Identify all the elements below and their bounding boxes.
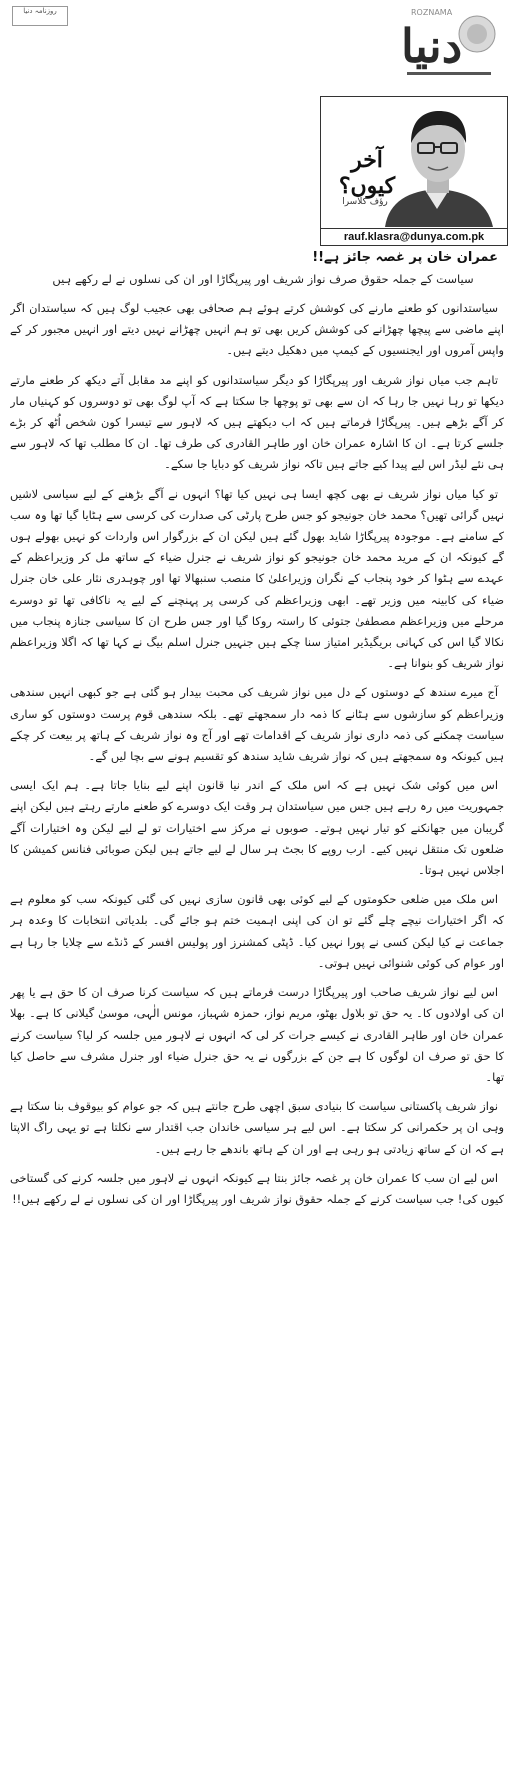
body-paragraph: نواز شریف پاکستانی سیاست کا بنیادی سبق اچھی طرح جانتے ہیں کہ جو عوام کو بیوقوف بنا سکتا ہے وہی ان پر حکمرانی کر سکتا ہے۔ اس لیے ہر سیاسی خاندان جب اقتدار سے نکلتا ہے تو یہی راگ الاپتا ہے کہ ان کے ساتھ زیادتی ہو رہی ہے اور ان کے ہاتھ باندھے جا رہے ہیں۔ <box>10 1099 504 1156</box>
article-subhead: سیاست کے جملہ حقوق صرف نواز شریف اور پیرپگاڑا اور ان کی نسلوں نے لے رکھے ہیں <box>52 272 474 286</box>
body-paragraph: اس لیے ان سب کا عمران خان پر غصہ جائز بنتا ہے کیونکہ انہوں نے لاہور میں جلسہ کرنے کی گستاخی کیوں کی! جب سیاست کرنے کے جملہ حقوق نواز شریف اور پیرپگاڑا اور ان کی نسلوں نے لے رکھے ہیں!! <box>10 1170 504 1206</box>
author-name: رؤف کلاسرا <box>342 197 388 207</box>
masthead <box>0 0 512 86</box>
author-email: rauf.klasra@dunya.com.pk <box>321 228 507 245</box>
body-paragraph: سیاستدانوں کو طعنے مارنے کی کوشش کرتے ہوئے ہم صحافی بھی عجیب لوگ ہیں کہ سیاستدان اگر اپنے ماضی سے پیچھا چھڑانے کی کوشش کریں بھی تو ہم انہیں چھڑانے نہیں دیتے اور انہیں مجبور کر کے واپس آمروں اور ایجنسیوں کے کیمپ میں دھکیل دیتے ہیں۔ <box>10 301 504 358</box>
logo-tag: ROZNAMA <box>411 8 453 17</box>
article-headline: عمران خان پر غصہ جائز ہے!! <box>312 250 498 265</box>
body-paragraph: اس لیے نواز شریف صاحب اور پیرپگاڑا درست فرماتے ہیں کہ سیاست کرنا صرف ان کا حق ہے یا پھر ان کی اولادوں کا۔ یہ حق تو بلاول بھٹو، مریم نواز، حمزہ شہباز، مونس الٰہی، موسیٰ گیلانی کا ہے۔ بھلا عمران خان اور طاہر القادری نے کیسے جرات کر لی کہ انہوں نے لاہور میں جلسہ کر لیا؟ سیاست کرنے کا حق تو صرف ان لوگوں کا ہے جن کے بزرگوں نے یہ حق جنرل ضیاء اور جنرل مشرف سے حاصل کیا تھا۔ <box>10 985 504 1084</box>
column-header-box <box>320 96 508 246</box>
logo-word: دنیا <box>401 19 463 73</box>
body-paragraph: تو کیا میاں نواز شریف نے بھی کچھ ایسا ہی نہیں کیا تھا؟ انہوں نے آگے بڑھنے کے لیے سیاسی لاشیں نہیں گرائی تھیں؟ محمد خان جونیجو کو جس طرح پارٹی کی صدارت کی کرسی سے ہٹایا گیا تھا وہ سب کے سامنے ہے۔ موجودہ پیرپگاڑا شاید بھول گئے ہیں لیکن ان کے بزرگوار اس واردات کو نہیں بھولے ہوں گے کیونکہ ان کے مرید محمد خان جونیجو کو نواز شریف نے جنرل ضیاء کے ساتھ مل کر وزیراعظم کے عہدے سے ہٹوا کر خود پنجاب کے نگران وزیراعلیٰ کا منصب سنبھالا تھا اور چوہدری نثار علی خان جنرل ضیاء کی کابینہ میں وزیر تھے۔ ابھی وزیراعظم کی کرسی پر پہنچنے کے لیے یہ ناکافی تھا تو دوسرے مرحلے میں وزیراعظم مصطفیٰ جتوئی کا راستہ روکا گیا اور جس طرح ان کا سیاسی جنازہ پنجاب میں نکالا گیا اس کی کہانی بریگیڈیر امتیاز سنا چکے ہیں جنہیں جنرل اسلم بیگ نے کہا تھا کہ اگلا وزیراعظم نواز شریف کو بنوانا ہے۔ <box>10 486 504 671</box>
body-paragraph: تاہم جب میاں نواز شریف اور پیرپگاڑا کو دیگر سیاستدانوں کو اپنے مد مقابل آتے دیکھ کر طعنے مارتے دیکھا تو رہا نہیں جا رہا کہ ان سے بھی تو پوچھا جا سکتا ہے کہ آپ لوگ بھی تو دوسروں کو کہنیاں مار کر آگے بڑھے ہیں۔ پیرپگاڑا فرماتے ہیں کہ اب دیکھتے ہیں کہ لاہور سے تیسرا کون شخص اُٹھ کر بڑے جلسے کرتا ہے۔ ان کا اشارہ عمران خان اور طاہر القادری کی طرف تھا۔ ان کا مطلب تھا کہ لاہور سے ہی نئے لیڈر اس لیے پیدا کیے جاتے ہیں تاکہ نواز شریف کو دبایا جا سکے۔ <box>10 372 504 472</box>
body-paragraph: آج میرے سندھ کے دوستوں کے دل میں نواز شریف کی محبت بیدار ہو گئی ہے جو کبھی انہیں سندھی وزیراعظم کو سازشوں سے ہٹانے کا ذمہ دار سمجھتے تھے۔ بلکہ سندھی قوم پرست دوستوں کو ساری سیاست چمکنے کی ذمہ داری نواز شریف کے اقدامات تھے اور آج وہ نواز شریف کے ہاتھ پر بیعت کر چکے ہیں کیونکہ وہ سمجھتے ہیں کہ نواز شریف شاید سندھ کو تقسیم ہونے سے بچا لیں گے۔ <box>10 685 504 764</box>
column-title: آخر کیوں؟ <box>338 147 396 199</box>
body-paragraph: اس ملک میں ضلعی حکومتوں کے لیے کوئی بھی قانون سازی نہیں کی گئی کیونکہ سب کو معلوم ہے کہ اگر اختیارات نیچے چلے گئے تو ان کی اپنی اہمیت ختم ہو جائے گی۔ بلدیاتی انتخابات کا وعدہ ہر جماعت نے کیا لیکن کسی نے پورا نہیں کیا۔ ڈپٹی کمشنرز اور پولیس افسر کے ڈنڈے سے چلایا جا رہا ہے اور عوام کی کوئی شنوائی نہیں ہوتی۔ <box>10 892 504 970</box>
dunya-logo <box>397 4 501 82</box>
small-masthead-label: روزنامہ دنیا <box>12 6 68 26</box>
article-body <box>10 298 504 1764</box>
body-paragraph: اس میں کوئی شک نہیں ہے کہ اس ملک کے اندر نیا قانون اپنے لیے بنایا جاتا ہے۔ ہم ایک ایسی جمہوریت میں رہ رہے ہیں جس میں سیاستدان ہر وقت ایک دوسرے کو طعنے مارتے رہتے ہیں لیکن اپنے گریبان میں جھانکنے کو تیار نہیں ہوتے۔ صوبوں نے مرکز سے اختیارات تو لے لیے لیکن وہ اختیارات آگے ضلعوں تک منتقل نہیں کیے۔ ارب روپے کا بجٹ ہر سال لے لیے جاتے ہیں لیکن صوبائی فنانس کمیشن کا اجلاس نہیں ہوتا۔ <box>10 778 504 878</box>
